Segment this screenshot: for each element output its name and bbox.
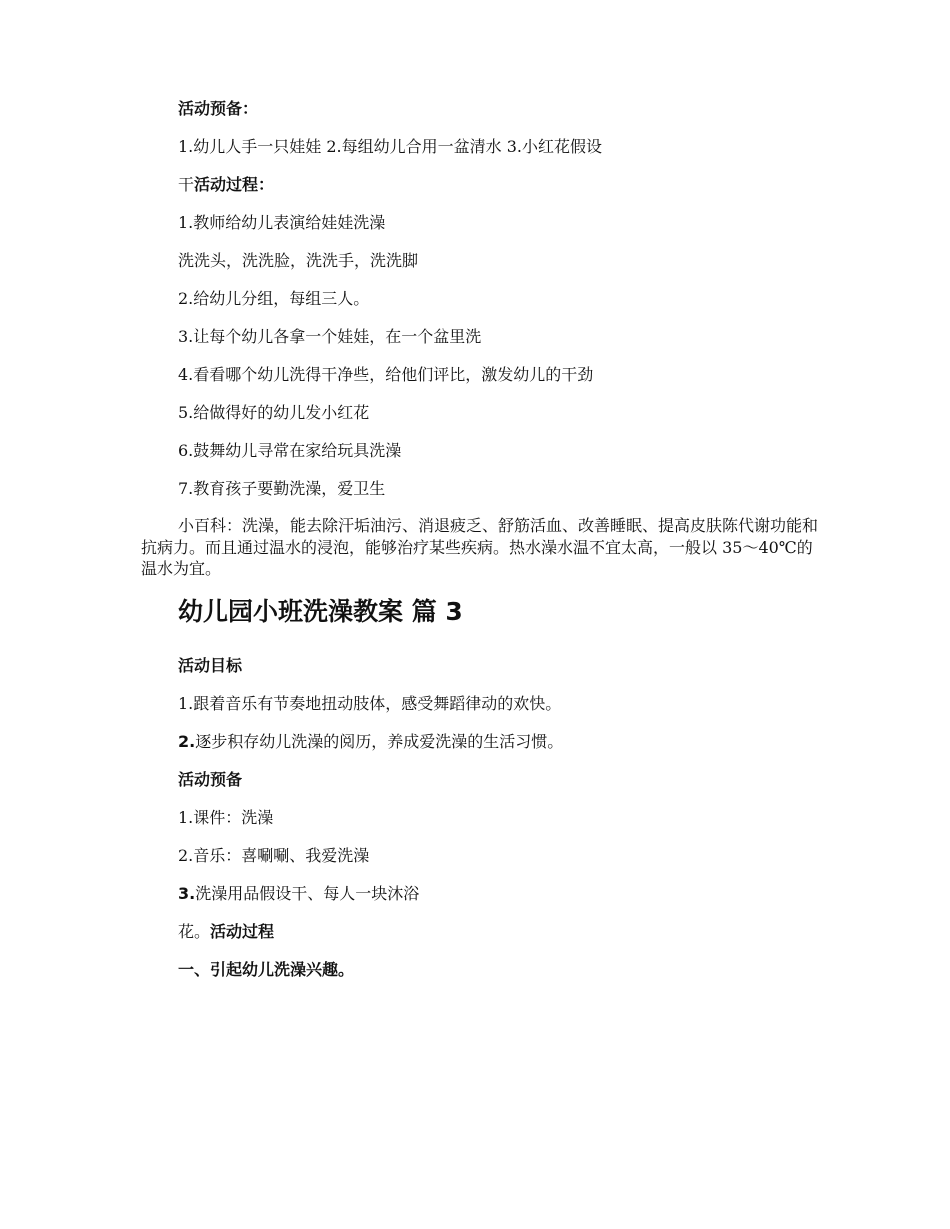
- lesson3-prep-1: 1.课件：洗澡: [178, 808, 274, 827]
- step-5: 5.给做得好的幼儿发小红花: [178, 403, 370, 422]
- prep-items: 1.幼儿人手一只娃娃 2.每组幼儿合用一盆清水 3.小红花假设: [178, 137, 602, 156]
- process-prefix: 干: [178, 175, 195, 194]
- lesson3-prep-2: 2.音乐：喜唰唰、我爱洗澡: [178, 846, 370, 865]
- step-1: 1.教师给幼儿表演给娃娃洗澡: [178, 213, 386, 232]
- process-heading-line: [178, 175, 274, 195]
- encyclopedia-paragraph: 小百科：洗澡，能去除汗垢油污、消退疲乏、舒筋活血、改善睡眠、提高皮肤陈代谢功能和抗病力。而且通过温水的浸泡，能够治疗某些疾病。热水澡水温不宜太高，一般以 35～40℃的温水为宜。: [141, 516, 819, 578]
- goal-2: [178, 732, 563, 752]
- goal-2-number: 2.: [178, 732, 196, 751]
- step-2: 2.给幼儿分组，每组三人。: [178, 289, 370, 308]
- step-6: 6.鼓舞幼儿寻常在家给玩具洗澡: [178, 441, 402, 460]
- goal-label: 活动目标: [178, 656, 243, 675]
- step-3: 3.让每个幼儿各拿一个娃娃，在一个盆里洗: [178, 327, 482, 346]
- prep-3-text: 洗澡用品假设干、每人一块沐浴: [195, 884, 420, 903]
- process-label: 活动过程：: [194, 175, 275, 194]
- prep-3-number: 3.: [178, 884, 196, 903]
- prep-3-continuation: 花。: [178, 922, 211, 941]
- lesson3-prep-3: [178, 884, 419, 904]
- lesson3-process-line: [178, 922, 274, 942]
- goal-2-text: 逐步积存幼儿洗澡的阅历，养成爱洗澡的生活习惯。: [195, 732, 564, 751]
- lesson3-part-1: 一、引起幼儿洗澡兴趣。: [178, 960, 355, 979]
- goal-1: 1.跟着音乐有节奏地扭动肢体，感受舞蹈律动的欢快。: [178, 694, 562, 713]
- step-4: 4.看看哪个幼儿洗得干净些，给他们评比，激发幼儿的干劲: [178, 365, 594, 384]
- lesson3-process-label: 活动过程: [210, 922, 275, 941]
- step-1-detail: 洗洗头，洗洗脸，洗洗手，洗洗脚: [178, 251, 419, 270]
- lesson-3-title: 幼儿园小班洗澡教案 篇 3: [178, 597, 463, 626]
- prep-label: 活动预备：: [178, 99, 259, 118]
- step-7: 7.教育孩子要勤洗澡，爱卫生: [178, 479, 386, 498]
- lesson3-prep-label: 活动预备: [178, 770, 243, 789]
